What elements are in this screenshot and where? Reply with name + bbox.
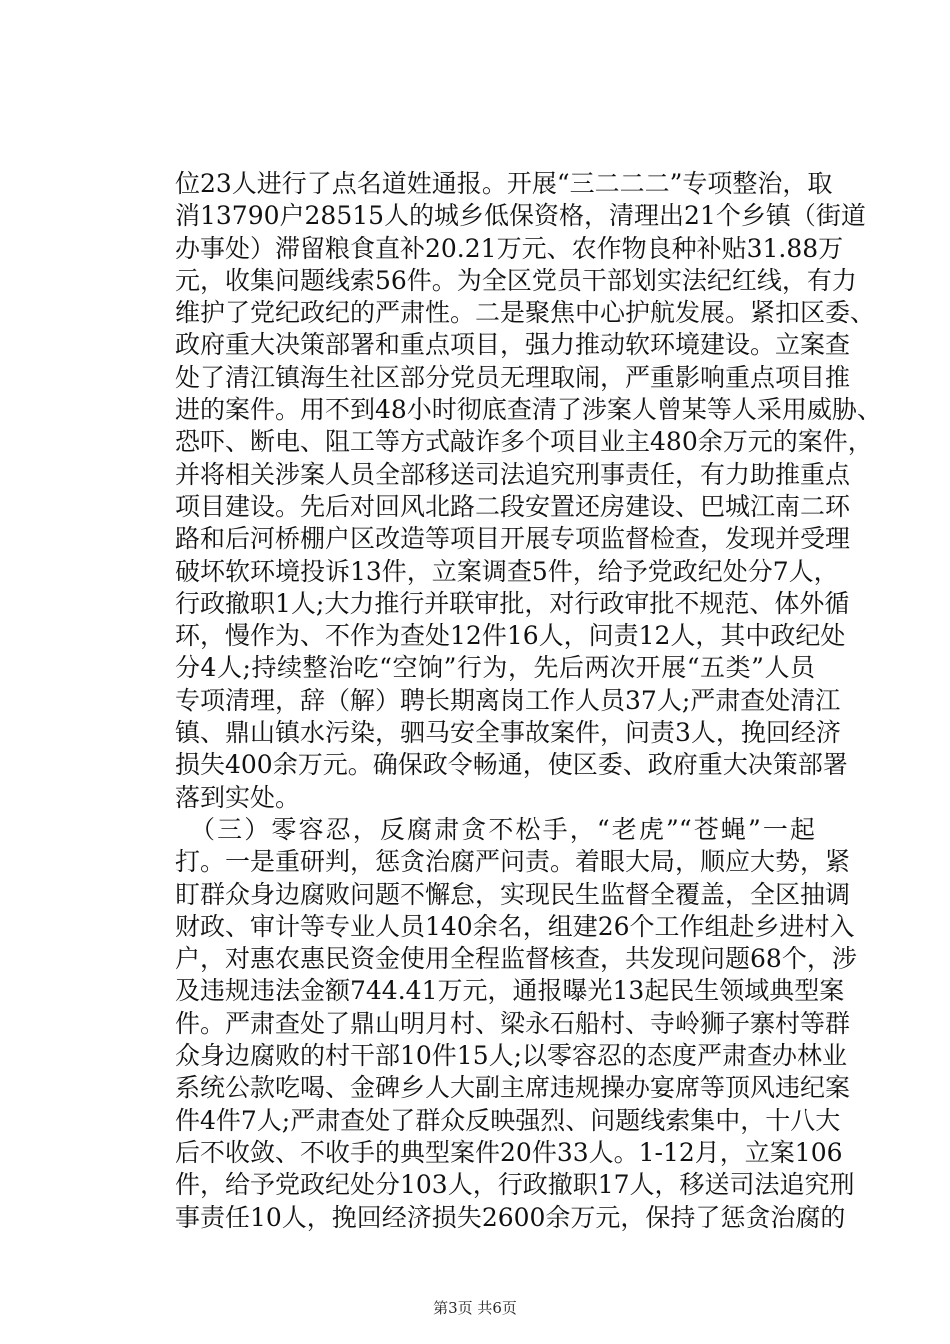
text-line: 分4人;持续整治吃“空饷”行为，先后两次开展“五类”人员 [175,653,815,683]
text-line: 事责任10人，挽回经济损失2600余万元，保持了惩贪治腐的 [175,1202,846,1232]
text-line: 落到实处。 [175,782,301,812]
text-line: 办事处）滞留粮食直补20.21万元、农作物良种补贴31.88万 [175,233,844,263]
text-line: 后不收敛、不收手的典型案件20件33人。1-12月，立案106 [175,1137,843,1167]
text-line: 路和后河桥棚户区改造等项目开展专项监督检查，发现并受理 [175,524,851,554]
text-line: 件，给予党政纪处分103人，行政撤职17人，移送司法追究刑 [175,1170,855,1200]
text-line: 众身边腐败的村干部10件15人;以零容忍的态度严肃查办林业 [175,1041,848,1071]
text-line: 项目建设。先后对回风北路二段安置还房建设、巴城江南二环 [175,491,851,521]
text-line: 恐吓、断电、阻工等方式敲诈多个项目业主480余万元的案件， [175,427,873,457]
text-line: 户，对惠农惠民资金使用全程监督核查，共发现问题68个，涉 [175,944,857,974]
text-line: 消13790户28515人的城乡低保资格，清理出21个乡镇（街道 [175,201,866,231]
text-line: 系统公款吃喝、金碑乡人大副主席违规操办宴席等顶风违纪案 [175,1073,851,1103]
text-line: 专项清理，辞（解）聘长期离岗工作人员37人;严肃查处清江 [175,685,841,715]
text-line: 政府重大决策部署和重点项目，强力推动软环境建设。立案查 [175,330,851,360]
section-heading-line: （三）零容忍，反腐肃贪不松手，“老虎”“苍蝇”一起 [190,814,815,844]
text-line: 及违规违法金额744.41万元，通报曝光13起民生领域典型案 [175,976,845,1006]
text-line: 破坏软环境投诉13件，立案调查5件，给予党政纪处分7人， [175,556,839,586]
text-line: 维护了党纪政纪的严肃性。二是聚焦中心护航发展。紧扣区委、 [175,298,876,328]
page-number-footer: 第3页 共6页 [433,1299,517,1317]
text-line: 件。严肃查处了鼎山明月村、梁永石船村、寺岭狮子寨村等群 [175,1008,851,1038]
text-line: 并将相关涉案人员全部移送司法追究刑事责任，有力助推重点 [175,459,851,489]
text-line: 财政、审计等专业人员140余名，组建26个工作组赴乡进村入 [175,911,855,941]
text-line: 进的案件。用不到48小时彻底查清了涉案人曾某等人采用威胁、 [175,395,882,425]
text-line: 处了清江镇海生社区部分党员无理取闹，严重影响重点项目推 [175,362,851,392]
text-line: 元，收集问题线索56件。为全区党员干部划实法纪红线，有力 [175,265,857,295]
text-line: 盯群众身边腐败问题不懈怠，实现民生监督全覆盖，全区抽调 [175,879,851,909]
text-line: 损失400余万元。确保政令畅通，使区委、政府重大决策部署 [175,750,848,780]
text-line: 镇、鼎山镇水污染，驷马安全事故案件，问责3人，挽回经济 [175,718,841,748]
text-line: 件4件7人;严肃查处了群众反映强烈、问题线索集中，十八大 [175,1105,841,1135]
text-line: 环，慢作为、不作为查处12件16人，问责12人，其中政纪处 [175,621,846,651]
body-text [175,168,882,1234]
text-line: 打。一是重研判，惩贪治腐严问责。着眼大局，顺应大势，紧 [175,847,851,877]
text-line: 位23人进行了点名道姓通报。开展“三二二二”专项整治，取 [175,169,833,198]
text-line: 行政撤职1人;大力推行并联审批，对行政审批不规范、体外循 [175,588,850,618]
